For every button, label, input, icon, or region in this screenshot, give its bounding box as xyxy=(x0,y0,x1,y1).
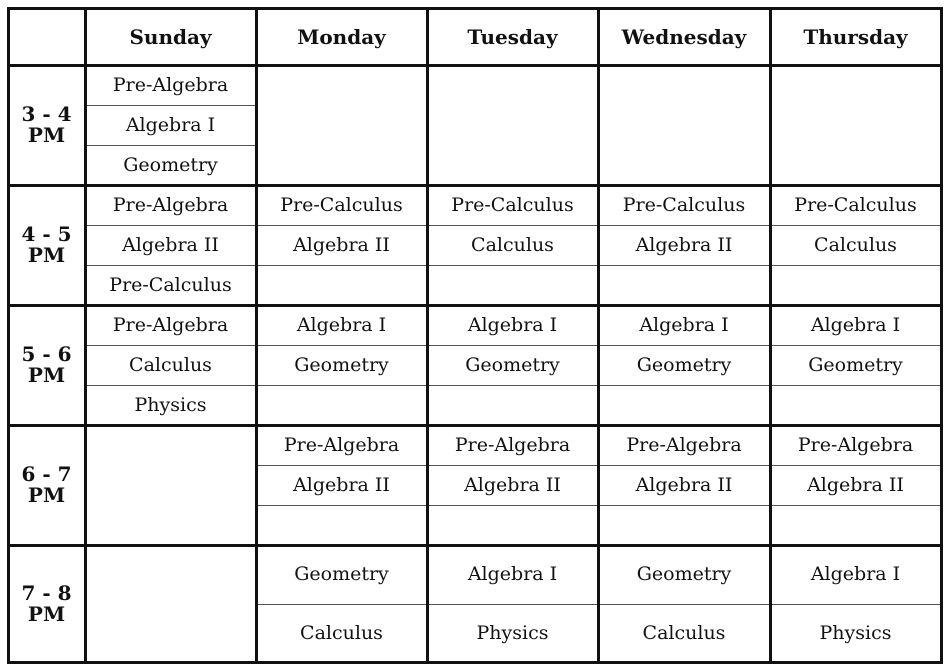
time-slot-text: 5 - 6 xyxy=(21,342,72,366)
time-slot-text: 6 - 7 xyxy=(21,462,72,486)
class-slot: Algebra II xyxy=(464,473,561,496)
col-border-0 xyxy=(7,7,10,664)
time-slot-text: PM xyxy=(27,363,66,387)
cell-divider xyxy=(428,345,597,346)
cell-divider xyxy=(428,465,597,466)
class-slot: Geometry xyxy=(294,563,389,585)
cell-divider xyxy=(771,385,940,386)
day-header-wednesday: Wednesday xyxy=(621,24,747,49)
cell-divider xyxy=(86,265,255,266)
row-border-6 xyxy=(7,661,943,664)
cell-divider xyxy=(428,385,597,386)
class-slot: Pre-Algebra xyxy=(454,433,571,456)
cell-divider xyxy=(257,345,426,346)
row-border-2 xyxy=(7,184,943,187)
time-slot-label xyxy=(8,65,85,185)
class-slot xyxy=(770,385,941,425)
class-slot: Physics xyxy=(819,621,892,644)
row-border-4 xyxy=(7,424,943,427)
class-slot: Pre-Algebra xyxy=(797,433,914,456)
class-slot: Algebra I xyxy=(125,113,216,136)
class-slot: Geometry xyxy=(636,353,732,376)
row-border-5 xyxy=(7,544,943,547)
cell-divider xyxy=(86,225,255,226)
cell-divider xyxy=(599,505,769,506)
time-slot-text: PM xyxy=(27,123,66,147)
class-slot: Calculus xyxy=(814,233,897,256)
cell-divider xyxy=(771,505,940,506)
class-slot: Pre-Calculus xyxy=(451,193,574,216)
class-slot xyxy=(598,505,770,545)
class-slot: Algebra I xyxy=(810,563,901,585)
class-slot: Pre-Algebra xyxy=(283,433,400,456)
time-slot-text: PM xyxy=(27,601,66,626)
cell-divider xyxy=(599,225,769,226)
cell-divider xyxy=(257,604,426,605)
class-slot xyxy=(256,385,427,425)
cell-divider xyxy=(771,345,940,346)
class-slot: Physics xyxy=(134,393,207,416)
col-border-3 xyxy=(426,7,429,664)
class-slot xyxy=(256,265,427,305)
col-border-6 xyxy=(940,7,943,664)
class-slot: Algebra II xyxy=(122,233,219,256)
cell-divider xyxy=(599,604,769,605)
class-slot: Algebra II xyxy=(807,473,904,496)
class-slot: Algebra II xyxy=(293,233,390,256)
day-header-monday: Monday xyxy=(297,24,386,49)
cell-divider xyxy=(771,225,940,226)
cell-divider xyxy=(771,265,940,266)
day-header-sunday: Sunday xyxy=(129,24,212,49)
day-header-tuesday: Tuesday xyxy=(467,24,558,49)
cell-divider xyxy=(771,465,940,466)
cell-divider xyxy=(599,385,769,386)
col-border-5 xyxy=(769,7,772,664)
class-slot: Pre-Calculus xyxy=(622,193,746,216)
class-slot xyxy=(598,265,770,305)
class-slot: Calculus xyxy=(471,233,554,256)
class-slot: Pre-Algebra xyxy=(626,433,742,456)
time-slot-label xyxy=(8,545,85,662)
class-slot: Algebra I xyxy=(467,313,558,336)
cell-divider xyxy=(257,465,426,466)
class-slot xyxy=(770,265,941,305)
corner-cell xyxy=(8,8,85,65)
cell-divider xyxy=(257,265,426,266)
cell-divider xyxy=(428,265,597,266)
cell-divider xyxy=(257,385,426,386)
cell-divider xyxy=(428,604,597,605)
cell-divider xyxy=(771,604,940,605)
col-border-1 xyxy=(84,7,87,664)
cell-divider xyxy=(599,345,769,346)
time-slot-text: PM xyxy=(27,243,66,267)
class-slot: Pre-Calculus xyxy=(109,273,232,296)
class-slot: Pre-Algebra xyxy=(112,73,229,96)
time-slot-text: PM xyxy=(27,483,66,507)
class-slot xyxy=(770,505,941,545)
time-slot-label xyxy=(8,425,85,545)
class-slot: Algebra I xyxy=(296,313,387,336)
cell-divider xyxy=(86,385,255,386)
time-slot-label xyxy=(8,185,85,305)
time-slot-text: 3 - 4 xyxy=(21,102,72,126)
time-slot-text: 7 - 8 xyxy=(21,580,72,605)
class-slot: Algebra I xyxy=(467,563,558,585)
cell-divider xyxy=(257,225,426,226)
time-slot-label xyxy=(8,305,85,425)
class-slot: Algebra I xyxy=(810,313,901,336)
time-slot-text: 4 - 5 xyxy=(21,222,72,246)
class-slot: Geometry xyxy=(636,563,732,585)
class-slot: Geometry xyxy=(294,353,389,376)
class-slot: Pre-Calculus xyxy=(280,193,403,216)
cell-divider xyxy=(428,505,597,506)
class-slot xyxy=(256,505,427,545)
class-slot: Pre-Algebra xyxy=(112,193,229,216)
col-border-2 xyxy=(255,7,258,664)
class-slot: Calculus xyxy=(642,621,726,644)
class-slot xyxy=(427,385,598,425)
class-slot: Algebra I xyxy=(639,313,729,336)
class-slot: Physics xyxy=(476,621,549,644)
class-slot xyxy=(598,385,770,425)
class-slot: Geometry xyxy=(808,353,903,376)
class-slot: Calculus xyxy=(300,621,383,644)
row-border-1 xyxy=(7,64,943,67)
class-slot: Algebra II xyxy=(293,473,390,496)
class-slot xyxy=(427,265,598,305)
class-slot: Geometry xyxy=(465,353,560,376)
class-slot: Geometry xyxy=(123,153,218,176)
cell-divider xyxy=(599,265,769,266)
class-slot: Calculus xyxy=(129,353,212,376)
row-border-0 xyxy=(7,7,943,10)
day-header-thursday: Thursday xyxy=(803,24,908,49)
row-border-3 xyxy=(7,304,943,307)
cell-divider xyxy=(86,345,255,346)
class-slot: Pre-Algebra xyxy=(112,313,229,336)
cell-divider xyxy=(86,105,255,106)
cell-divider xyxy=(86,145,255,146)
class-slot: Algebra II xyxy=(635,233,733,256)
class-slot: Algebra II xyxy=(635,473,733,496)
class-slot: Pre-Calculus xyxy=(794,193,917,216)
class-slot xyxy=(427,505,598,545)
cell-divider xyxy=(428,225,597,226)
col-border-4 xyxy=(597,7,600,664)
cell-divider xyxy=(257,505,426,506)
cell-divider xyxy=(599,465,769,466)
